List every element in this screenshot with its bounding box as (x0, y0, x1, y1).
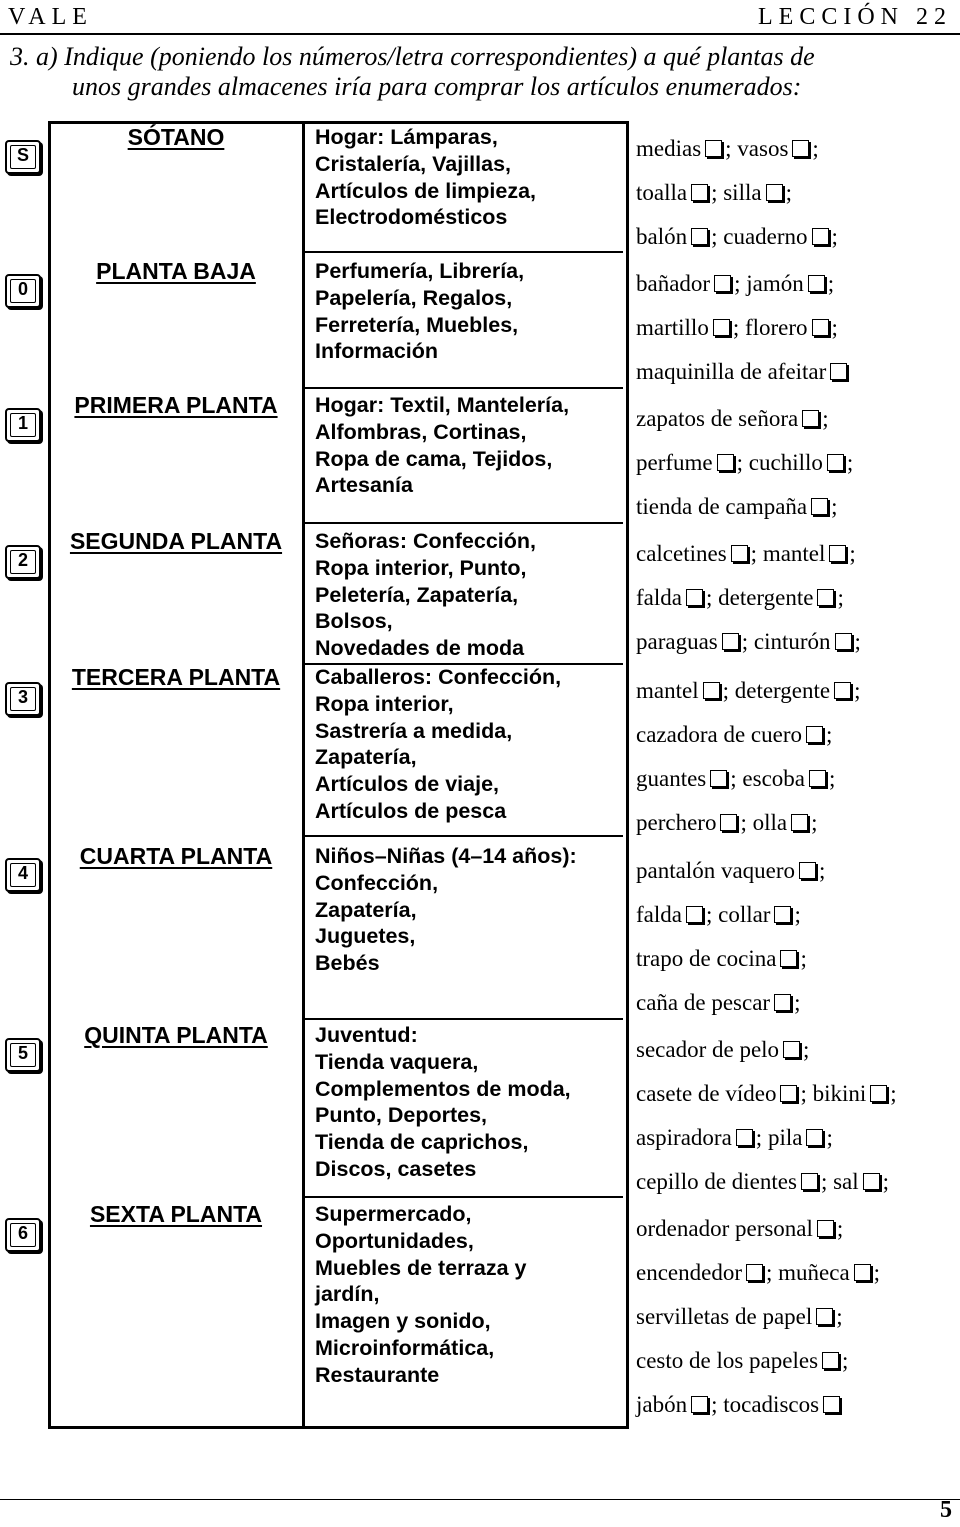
item-name: pila (767, 1125, 803, 1150)
item-name: secador de pelo (636, 1037, 780, 1062)
item-name: bañador (636, 271, 711, 296)
item-line (636, 315, 838, 341)
item-line (636, 678, 860, 704)
floor-name-text: CUARTA PLANTA (79, 843, 273, 869)
item-separator: ; (846, 450, 854, 475)
answer-checkbox[interactable] (783, 1041, 800, 1058)
item-line (636, 902, 801, 928)
answer-checkbox[interactable] (801, 1173, 818, 1190)
answer-checkbox[interactable] (731, 545, 748, 562)
item-separator: ; (831, 494, 838, 519)
answer-checkbox[interactable] (710, 770, 727, 787)
item-line (636, 766, 835, 792)
item-separator: ; (711, 180, 724, 205)
item-separator: ; (740, 810, 753, 835)
floor-name-text: PLANTA BAJA (96, 258, 256, 284)
floor-name-text: QUINTA PLANTA (84, 1022, 268, 1048)
answer-checkbox[interactable] (792, 140, 809, 157)
item-line (636, 406, 829, 432)
item-separator: ; (794, 902, 801, 927)
floor-key-1 (5, 274, 41, 308)
floor-name-text: PRIMERA PLANTA (74, 392, 278, 418)
answer-checkbox[interactable] (686, 589, 703, 606)
item-separator: ; (722, 678, 735, 703)
item-name: cepillo de dientes (636, 1169, 797, 1194)
floor-key-label: 0 (17, 279, 28, 299)
item-separator: ; (705, 902, 719, 927)
item-line (636, 629, 861, 655)
item-separator: ; (827, 271, 835, 296)
answer-checkbox[interactable] (703, 682, 720, 699)
row-divider (305, 522, 623, 524)
answer-checkbox[interactable] (829, 545, 846, 562)
item-line (636, 450, 853, 476)
item-name: sal (833, 1169, 859, 1194)
item-separator: ; (755, 1125, 768, 1150)
floor-key-3 (5, 545, 41, 579)
floor-departments: Hogar: Textil, Mantelería, Alfombras, Cortinas, Ropa de cama, Tejidos, Artesanía (315, 393, 570, 498)
item-separator: ; (822, 406, 829, 431)
floor-departments: Hogar: Lámparas, Cristalería, Vajillas, Artículos de limpieza, Electrodomésticos (315, 125, 537, 230)
item-separator: ; (725, 136, 738, 161)
floor-name-text: TERCERA PLANTA (71, 664, 281, 690)
item-separator: ; (800, 946, 807, 971)
item-separator: ; (882, 1169, 890, 1194)
item-separator: ; (849, 541, 856, 566)
item-line (636, 990, 800, 1016)
item-separator: ; (750, 541, 763, 566)
item-separator: ; (736, 450, 749, 475)
item-separator: ; (826, 1125, 833, 1150)
answer-checkbox[interactable] (806, 1129, 823, 1146)
answer-checkbox[interactable] (686, 906, 703, 923)
floor-key-4 (5, 682, 41, 716)
instruction (10, 42, 955, 102)
item-name: perchero (636, 810, 717, 835)
header-left: VALE (8, 4, 93, 30)
floor-name (50, 124, 302, 151)
item-separator: ; (837, 585, 844, 610)
item-separator: ; (820, 1169, 834, 1194)
answer-checkbox[interactable] (802, 410, 819, 427)
floor-name (50, 392, 302, 419)
floor-departments: Señoras: Confección, Ropa interior, Punto, Peletería, Zapatería, Bolsos, Novedades de moda (315, 529, 537, 661)
answer-checkbox[interactable] (691, 228, 708, 245)
item-name: martillo (636, 315, 709, 340)
item-line (636, 1348, 848, 1374)
item-name: guantes (636, 766, 707, 791)
answer-checkbox[interactable] (705, 140, 722, 157)
item-name: servilletas de papel (636, 1304, 813, 1329)
item-name: trapo de cocina (636, 946, 777, 971)
item-name: medias (636, 136, 702, 161)
floor-key-label: 6 (17, 1223, 28, 1243)
item-separator: ; (811, 810, 818, 835)
floor-name (50, 528, 302, 555)
table-column-divider (302, 121, 305, 1429)
answer-checkbox[interactable] (823, 1396, 840, 1413)
answer-checkbox[interactable] (717, 454, 734, 471)
page-number: 5 (940, 1497, 952, 1523)
item-name: cesto de los papeles (636, 1348, 819, 1373)
floor-departments: Niños–Niñas (4–14 años): Confección, Zapatería, Juguetes, Bebés (315, 844, 577, 976)
item-separator: ; (732, 315, 745, 340)
item-separator: ; (873, 1260, 881, 1285)
answer-checkbox[interactable] (817, 1220, 834, 1237)
floor-key-label: 1 (17, 413, 28, 433)
item-name: aspiradora (636, 1125, 732, 1150)
floor-name-text: SEGUNDA PLANTA (69, 528, 283, 554)
item-name: toalla (636, 180, 688, 205)
floor-name-text: SEXTA PLANTA (89, 1201, 263, 1227)
item-name: falda (636, 902, 682, 927)
floor-key-label: 3 (17, 687, 28, 707)
item-line (636, 1081, 897, 1107)
answer-checkbox[interactable] (822, 1352, 839, 1369)
item-line (636, 810, 817, 836)
item-name: detergente (734, 678, 831, 703)
footer-rule (0, 1499, 960, 1500)
item-name: encendedor (636, 1260, 742, 1285)
item-line (636, 1392, 843, 1418)
floor-departments: Supermercado, Oportunidades, Muebles de terraza y jardín, Imagen y sonido, Microinformática, Restaurante (315, 1202, 527, 1387)
answer-checkbox[interactable] (812, 228, 829, 245)
answer-checkbox[interactable] (780, 1085, 797, 1102)
item-name: perfume (636, 450, 713, 475)
answer-checkbox[interactable] (817, 589, 834, 606)
answer-checkbox[interactable] (834, 682, 851, 699)
floor-key-5 (5, 858, 41, 892)
floor-key-0 (5, 140, 41, 174)
item-separator: ; (794, 990, 801, 1015)
item-separator: ; (741, 629, 754, 654)
item-name: cazadora de cuero (636, 722, 802, 747)
header-rule (0, 33, 960, 35)
answer-checkbox[interactable] (720, 814, 737, 831)
item-separator: ; (831, 315, 838, 340)
floor-key-label: 4 (17, 863, 28, 883)
answer-checkbox[interactable] (766, 184, 783, 201)
row-divider (305, 251, 623, 253)
item-name: florero (744, 315, 808, 340)
item-name: jamón (746, 271, 804, 296)
answer-checkbox[interactable] (691, 1396, 708, 1413)
item-separator: ; (734, 271, 747, 296)
item-line (636, 541, 856, 567)
item-line (636, 585, 844, 611)
answer-checkbox[interactable] (809, 770, 826, 787)
header-right: LECCIÓN 22 (758, 4, 952, 30)
item-separator: ; (785, 180, 792, 205)
item-line (636, 858, 825, 884)
floor-name (50, 258, 302, 285)
item-line (636, 136, 819, 162)
floor-name (50, 1201, 302, 1228)
floor-key-7 (5, 1218, 41, 1252)
item-name: jabón (636, 1392, 688, 1417)
item-name: casete de vídeo (636, 1081, 777, 1106)
row-divider (305, 1196, 623, 1198)
item-separator: ; (854, 678, 861, 703)
item-separator: ; (812, 136, 819, 161)
item-separator: ; (836, 1304, 843, 1329)
item-name: olla (752, 810, 788, 835)
answer-checkbox[interactable] (830, 363, 847, 380)
answer-checkbox[interactable] (816, 1308, 833, 1325)
row-divider (305, 387, 623, 389)
item-name: cuchillo (748, 450, 823, 475)
item-name: mantel (762, 541, 826, 566)
item-line (636, 271, 834, 297)
item-name: muñeca (778, 1260, 850, 1285)
floor-departments: Perfumería, Librería, Papelería, Regalos, Ferretería, Muebles, Información (315, 259, 525, 364)
answer-checkbox[interactable] (691, 184, 708, 201)
answer-checkbox[interactable] (746, 1264, 763, 1281)
item-separator: ; (730, 766, 743, 791)
item-separator: ; (854, 629, 861, 654)
answer-checkbox[interactable] (835, 633, 852, 650)
item-name: calcetines (636, 541, 727, 566)
floor-key-label: 5 (17, 1043, 28, 1063)
item-name: cinturón (753, 629, 831, 654)
item-name: balón (636, 224, 688, 249)
item-line (636, 180, 792, 206)
answer-checkbox[interactable] (827, 454, 844, 471)
item-separator: ; (711, 224, 724, 249)
floor-name (50, 1022, 302, 1049)
answer-checkbox[interactable] (854, 1264, 871, 1281)
item-line (636, 1216, 843, 1242)
item-name: zapatos de señora (636, 406, 799, 431)
floor-departments: Juventud: Tienda vaquera, Complementos de moda, Punto, Deportes, Tienda de caprichos, Discos, casetes (315, 1023, 571, 1181)
item-line (636, 1260, 880, 1286)
answer-checkbox[interactable] (806, 726, 823, 743)
floor-key-2 (5, 408, 41, 442)
item-separator: ; (766, 1260, 779, 1285)
item-name: falda (636, 585, 682, 610)
answer-checkbox[interactable] (736, 1129, 753, 1146)
answer-checkbox[interactable] (714, 275, 731, 292)
answer-checkbox[interactable] (799, 862, 816, 879)
answer-checkbox[interactable] (722, 633, 739, 650)
item-name: ordenador personal (636, 1216, 813, 1241)
answer-checkbox[interactable] (791, 814, 808, 831)
instruction-line-1: 3. a) Indique (poniendo los números/letra correspondientes) a qué plantas de (10, 42, 815, 71)
row-divider (305, 1018, 623, 1020)
item-separator: ; (803, 1037, 810, 1062)
item-name: paraguas (636, 629, 718, 654)
answer-checkbox[interactable] (870, 1085, 887, 1102)
item-separator: ; (705, 585, 719, 610)
floor-departments: Caballeros: Confección, Ropa interior, Sastrería a medida, Zapatería, Artículos de viaje, Artículos de pesca (315, 665, 562, 823)
item-name: collar (718, 902, 771, 927)
item-name: tienda de campaña (636, 494, 808, 519)
answer-checkbox[interactable] (812, 319, 829, 336)
item-line (636, 1037, 809, 1063)
item-name: tocadiscos (723, 1392, 820, 1417)
item-name: mantel (636, 678, 699, 703)
item-name: caña de pescar (636, 990, 771, 1015)
item-separator: ; (826, 722, 833, 747)
floor-name (50, 843, 302, 870)
item-line (636, 722, 832, 748)
instruction-line-2: unos grandes almacenes iría para comprar los artículos enumerados: (72, 72, 802, 101)
item-separator: ; (842, 1348, 849, 1373)
item-line (636, 494, 838, 520)
answer-checkbox[interactable] (780, 950, 797, 967)
answer-checkbox[interactable] (811, 498, 828, 515)
item-line (636, 1304, 843, 1330)
item-name: bikini (812, 1081, 867, 1106)
item-name: cuaderno (723, 224, 808, 249)
answer-checkbox[interactable] (808, 275, 825, 292)
item-separator: ; (828, 766, 836, 791)
item-line (636, 946, 807, 972)
floor-key-6 (5, 1038, 41, 1072)
item-separator: ; (836, 1216, 844, 1241)
item-line (636, 359, 850, 385)
floor-name (50, 664, 302, 691)
item-name: maquinilla de afeitar (636, 359, 827, 384)
answer-checkbox[interactable] (774, 906, 791, 923)
item-separator: ; (890, 1081, 897, 1106)
item-name: pantalón vaquero (636, 858, 796, 883)
row-divider (305, 663, 623, 665)
answer-checkbox[interactable] (863, 1173, 880, 1190)
item-line (636, 224, 838, 250)
item-line (636, 1169, 889, 1195)
answer-checkbox[interactable] (774, 994, 791, 1011)
floor-key-label: 2 (17, 550, 28, 570)
item-name: vasos (737, 136, 789, 161)
row-divider (305, 835, 623, 837)
item-name: escoba (742, 766, 805, 791)
floor-name-text: SÓTANO (127, 124, 225, 150)
answer-checkbox[interactable] (713, 319, 730, 336)
floor-key-label: S (16, 145, 29, 165)
item-separator: ; (831, 224, 838, 249)
item-name: detergente (718, 585, 814, 610)
item-separator: ; (800, 1081, 813, 1106)
item-separator: ; (711, 1392, 724, 1417)
item-name: silla (723, 180, 762, 205)
item-separator: ; (819, 858, 826, 883)
item-line (636, 1125, 833, 1151)
